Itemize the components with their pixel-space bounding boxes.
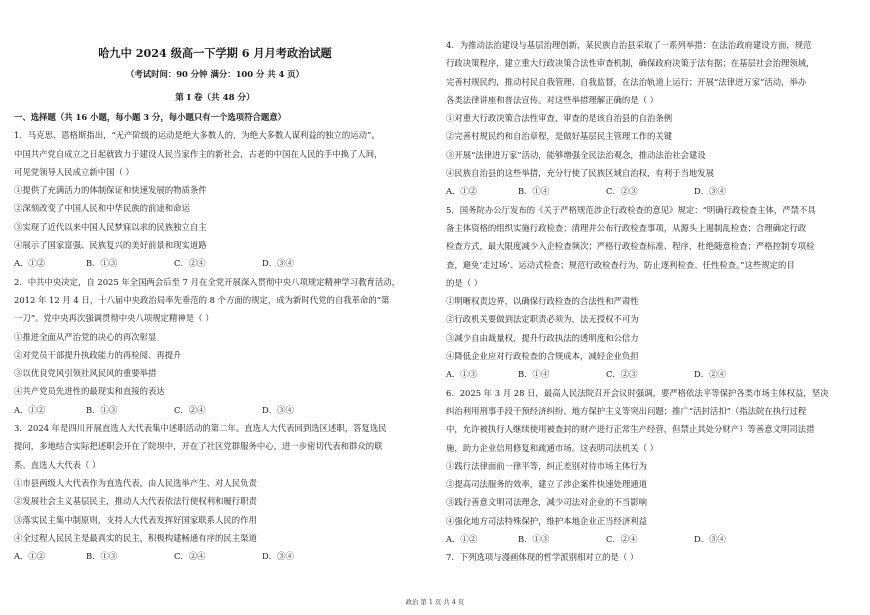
question-2: [14, 273, 416, 419]
q2-line: 2．中共中央决定，自 2025 年全国两会后至 7 月在全党开展深入贯彻中央八项规定精神学习教育活动，: [14, 276, 400, 287]
q5-option-b: B．①④: [518, 369, 550, 380]
q1-line: 1．马克思、恩格斯指出，“无产阶级的运动是绝大多数人的，为绝大多数人谋利益的独立的运动”。: [14, 130, 380, 141]
q2-item: ①推进全面从严治党的决心的再次彰显: [14, 331, 157, 342]
q4-option-d: D．③④: [694, 186, 726, 197]
q2-options: [14, 401, 416, 419]
q3-item: ②发展社会主义基层民主，推动人大代表依法行使权利和履行职责: [14, 496, 257, 507]
q6-line: 中，允许被执行人继续使用被查封的财产进行正常生产经营，但禁止其处分财产）等善意文明司法措: [446, 424, 815, 435]
q4-item: ①对重大行政决策合法性审查，审查的是该自治县的自治条例: [446, 113, 673, 124]
q5-line: 备主体资格的组织实施行政检查；清理并公布行政检查事项，从源头上遏制乱检查；合理确定行政: [446, 222, 807, 233]
question-1: [14, 126, 416, 272]
q1-option-d: D．③④: [262, 258, 294, 269]
q3-option-b: B．①③: [86, 551, 118, 562]
q1-option-b: B．①③: [86, 258, 118, 269]
q4-item: ③开展“法律进万家”活动，能够增强全民法治观念，推动法治社会建设: [446, 149, 706, 160]
q6-line: 施，助力企业信用修复和疏通市场。这表明司法机关（ ）: [446, 442, 659, 453]
q5-line: 查，避免‘走过场’、运动式检查；规范行政检查行为，防止逐利检查、任性检查。”这些规定的目: [446, 259, 795, 270]
q5-item: ①明晰权责边界，以确保行政检查的合法性和严肃性: [446, 296, 639, 307]
q2-item: ②对党员干部提升执政能力的再检阅、再提升: [14, 349, 182, 360]
exam-title: 哈九中 2024 级高一下学期 6 月月考政治试题: [98, 46, 332, 60]
q1-options: [14, 254, 416, 272]
q4-line: 4．为推动法治建设与基层治理创新，某民族自治县采取了一系列举措：在法治政府建设方面，规范: [446, 40, 812, 50]
q2-item: ③以优良党风引领社风民风的重要举措: [14, 368, 157, 379]
q2-option-d: D．③④: [262, 404, 294, 415]
q5-option-d: D．②④: [694, 369, 726, 380]
q3-line: 3．2024 年是四川开展直选人大代表集中述职活动的第二年。直选人大代表回到选区述职，答复选民: [14, 423, 387, 434]
q1-item: ①提供了充满活力的体制保证和快速发展的物质条件: [14, 185, 207, 196]
question-4: [446, 36, 848, 201]
section-heading: 一、选择题（共 16 小题，每小题 3 分，每小题只有一个选项符合题意）: [14, 112, 287, 122]
q4-option-b: B．①④: [518, 186, 550, 197]
q4-options: [446, 182, 848, 200]
q6-item: ③践行善意文明司法理念，减少司法对企业的不当影响: [446, 497, 647, 508]
q3-option-c: C．②④: [174, 551, 206, 562]
q1-option-c: C．②④: [174, 258, 206, 269]
question-7: 7．下列选项与漫画体现的哲学派别相对立的是（ ）: [446, 552, 639, 563]
question-6: [446, 384, 848, 549]
q6-item: ①践行法律面前一律平等，纠正差别对待市场主体行为: [446, 460, 647, 471]
q3-options: [14, 547, 416, 565]
q6-option-b: B．①③: [518, 534, 550, 545]
q5-line: 的是（ ）: [446, 277, 483, 288]
q1-item: ③实现了近代以来中国人民梦寐以求的民族独立自主: [14, 221, 207, 232]
q6-item: ②提高司法服务的效率，建立了涉企案件快速处理通道: [446, 479, 647, 490]
q3-option-d: D．③④: [262, 551, 294, 562]
q3-line: 系。直选人大代表（ ）: [14, 459, 101, 470]
question-5: [446, 201, 848, 384]
q3-item: ①市县两级人大代表作为直选代表，由人民选举产生、对人民负责: [14, 477, 257, 488]
q6-line: 纠治利用刑事手段干预经济纠纷、地方保护主义等突出问题；推广“活封活扣”（指法院在执行过程: [446, 405, 807, 416]
page-footer: 政治 第 1 页 共 4 页: [405, 598, 465, 606]
q4-item: ④民族自治县的这些举措，充分行使了民族区域自治权，有利于当地发展: [446, 168, 714, 179]
q2-option-c: C．②④: [174, 404, 206, 415]
q1-line: 中国共产党自成立之日起就致力于建设人民当家作主的新社会，古老的中国在人民的手中换了人间，: [14, 148, 383, 159]
q3-option-a: A．①②: [14, 551, 46, 562]
q3-item: ④全过程人民民主是最真实的民主，积极构建畅通有序的民主渠道: [14, 532, 257, 543]
q1-line: 可见党领导人民成立新中国（ ）: [14, 166, 134, 177]
q2-line: 2012 年 12 月 4 日，十八届中央政治局率先垂范的 8 个方面的规定，成为新时代党的自我革命的“第: [14, 294, 390, 305]
q4-option-a: A．①②: [446, 186, 478, 197]
q5-option-a: A．①③: [446, 369, 478, 380]
q6-option-a: A．①②: [446, 534, 478, 545]
q5-item: ③减少自由裁量权，提升行政执法的透明度和公信力: [446, 332, 639, 343]
q6-line: 6．2025 年 3 月 28 日，最高人民法院召开会议时强调，要严格依法平等保护各类市场主体权益，坚决: [446, 387, 829, 398]
q1-item: ②深刻改变了中国人民和中华民族的前途和命运: [14, 203, 190, 214]
q6-options: [446, 530, 848, 548]
q2-line: 一刀”。党中央再次强调贯彻中央八项规定精神是（ ）: [14, 313, 214, 324]
question-3: [14, 419, 416, 565]
q1-item: ④展示了国家富强、民族复兴的美好前景和现实道路: [14, 240, 207, 251]
q5-item: ④降低企业应对行政检查的合规成本，减轻企业负担: [446, 351, 639, 362]
q3-item: ③落实民主集中制原则，支持人大代表发挥好国家联系人民的作用: [14, 514, 257, 525]
q6-option-c: C．②④: [606, 534, 638, 545]
q6-item: ④强化地方司法特殊保护，维护本地企业正当经济利益: [446, 515, 647, 526]
q4-line: 各类法律讲座和普法宣传。对这些举措理解正确的是（ ）: [446, 94, 659, 105]
q4-line: 完善村规民约，推动村民自我管理、自我监督，在法治轨道上运行；开展“法律进万家”活动，举办: [446, 76, 807, 87]
q2-option-b: B．①③: [86, 404, 118, 415]
q4-option-c: C．②③: [606, 186, 638, 197]
q3-line: 提问，多地结合实际把述职会开在了院坝中，开在了社区党群服务中心，进一步密切代表和群众的联: [14, 441, 383, 452]
q5-line: 检查方式，最大限度减少入企检查频次；严格行政检查标准、程序，杜绝随意检查；严格控制专项检: [446, 241, 815, 252]
q5-option-c: C．②③: [606, 369, 638, 380]
q1-option-a: A．①②: [14, 258, 46, 269]
q5-item: ②行政机关要做到法定职责必须为，法无授权不可为: [446, 314, 639, 325]
q2-option-a: A．①②: [14, 404, 46, 415]
column-gutter: [433, 30, 434, 590]
q2-item: ④共产党员先进性的最现实和直接的表达: [14, 386, 165, 397]
right-column: [446, 36, 848, 567]
exam-meta: （考试时间：90 分钟 满分：100 分 共 4 页）: [125, 69, 305, 79]
q5-options: [446, 365, 848, 383]
q4-item: ②完善村规民约和自治章程，是做好基层民主管理工作的关键: [446, 131, 673, 142]
q4-line: 行政决策程序，建立重大行政决策合法性审查机制，确保政府决策于法有据；在基层社会治理领域，: [446, 58, 815, 69]
q6-option-d: D．③④: [694, 534, 726, 545]
left-column: [14, 38, 416, 565]
part-heading: 第 I 卷（共 48 分）: [175, 93, 255, 103]
q5-line: 5．国务院办公厅发布的《关于严格规范涉企行政检查的意见》规定：“明确行政检查主体，严禁不具: [446, 204, 816, 215]
